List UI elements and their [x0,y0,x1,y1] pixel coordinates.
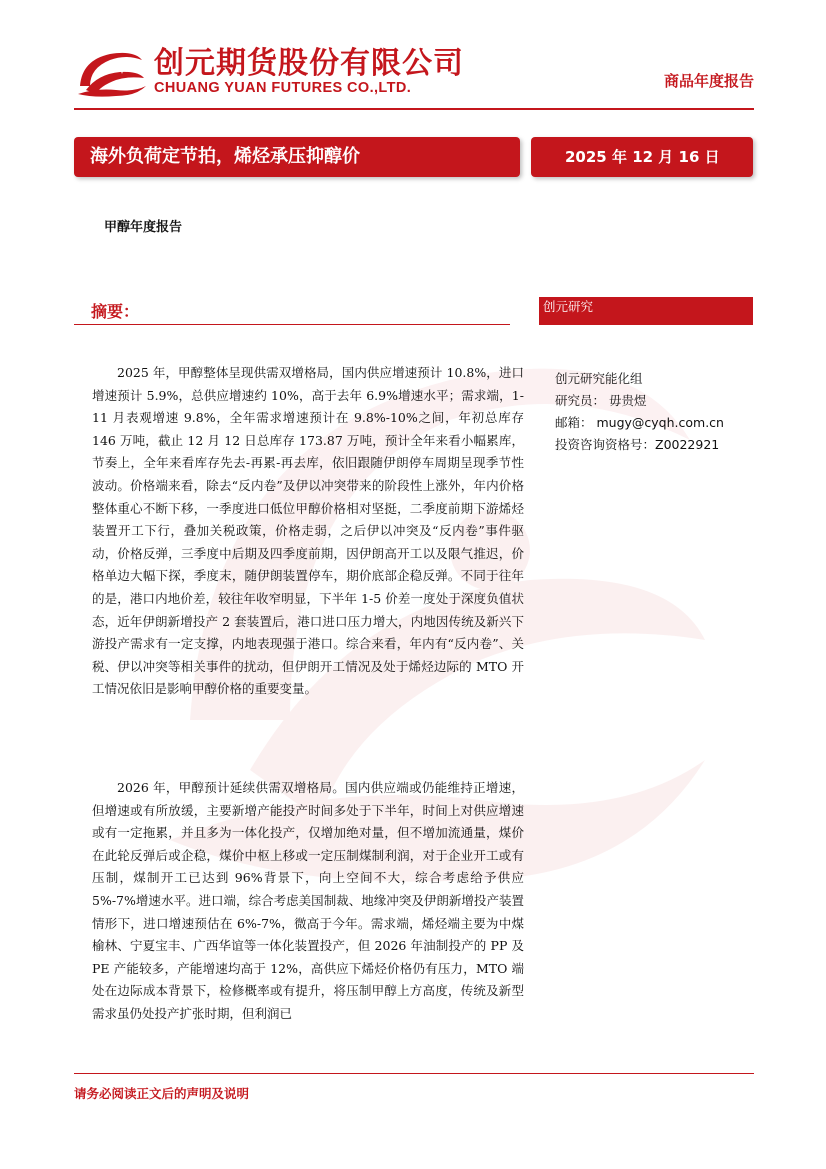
disclaimer-note: 请务必阅读正文后的声明及说明 [74,1086,250,1101]
report-headline: 海外负荷定节拍，烯烃承压抑醇价 [90,146,360,167]
abstract-paragraph: 2026 年，甲醇预计延续供需双增格局。国内供应端或仍能维持正增速，但增速或有所放缓，主要新增产能投产时间多处于下半年，时间上对供应增速或有一定拖累，并且多为一体化投产，仅增加绝对量，但不增加流通量，煤价在此轮反弹后或企稳，煤价中枢上移或一定压制煤制利润，对于企业开工或有压制，煤制开工已达到 96%背景下，向上空间不大，综合考虑给予供应 5%-7%增速水平。进口端，综合考虑美国制裁、地缘冲突及伊朗新增投产装置情形下，进口增速预估在 6%-7%，微高于今年。需求端，烯烃端主要为中煤榆林、宁夏宝丰、广西华谊等一体化装置投产，但 2026 年油制投产的 PP 及 PE 产能较多，产能增速均高于 12%，高供应下烯烃价格仍有压力，MTO 端处在边际成本背景下，检修概率或有提升，将压制甲醇上方高度，传统及新型需求虽仍处投产扩张时期，但利润已 [92,780,524,1021]
researcher-email: 邮箱： mugy@cyqh.com.cn [555,415,724,430]
report-date: 2025 年 12 月 16 日 [565,148,720,166]
company-logo [76,46,148,98]
abstract-paragraph: 2025 年，甲醇整体呈现供需双增格局，国内供应增速预计 10.8%，进口增速预计 5.9%，总供应增速约 10%，高于去年 6.9%增速水平；需求端，1-11 月表观增速 9.8%，全年需求增速预计在 9.8%-10%之间，年初总库存 146 万吨，截止 12 月 12 日总库存 173.87 万吨，预计全年来看小幅累库，节奏上，全年来看库存先去-再累-再去库，依旧跟随伊朗停车周期呈现季节性波动。价格端来看，除去“反内卷”及伊以冲突带来的阶段性上涨外，年内价格整体重心不断下移，一季度进口低位甲醇价格相对坚挺，二季度前期下游烯烃装置开工下行，叠加关税政策，价格走弱，之后伊以冲突及“反内卷”事件驱动，价格反弹，三季度中后期及四季度前期，因伊朗高开工以及限气推迟，价格单边大幅下探，季度末，随伊朗装置停车，期价底部企稳反弹。不同于往年的是，港口内地价差，较往年收窄明显，下半年 1-5 价差一度处于深度负值状态，近年伊朗新增投产 2 套装置后，港口进口压力增大，内地因传统及新兴下游投产需求有一定支撑，内地表现强于港口。综合来看，年内有“反内卷”、关税、伊以冲突等相关事件的扰动，但伊朗开工情况及处于烯烃边际的 MTO 开工情况依旧是影响甲醇价格的重要变量。 [92,365,524,697]
header-divider [74,108,754,110]
researcher-name: 研究员： 毋贵煜 [555,393,647,408]
abstract-divider [74,324,510,325]
company-name-en: CHUANG YUAN FUTURES CO.,LTD. [154,80,412,96]
qualification-number: 投资咨询资格号：Z0022921 [555,437,720,452]
report-subtitle: 甲醇年度报告 [104,220,183,235]
sidebar-header: 创元研究 [539,297,753,325]
company-name-cn: 创元期货股份有限公司 [154,46,464,81]
headline-banner [74,137,520,177]
date-banner [531,137,753,177]
footer-divider [74,1073,754,1074]
report-type-label: 商品年度报告 [663,72,754,90]
analyst-info [555,368,755,456]
abstract-label: 摘要： [91,302,140,321]
team-name: 创元研究能化组 [555,371,643,386]
